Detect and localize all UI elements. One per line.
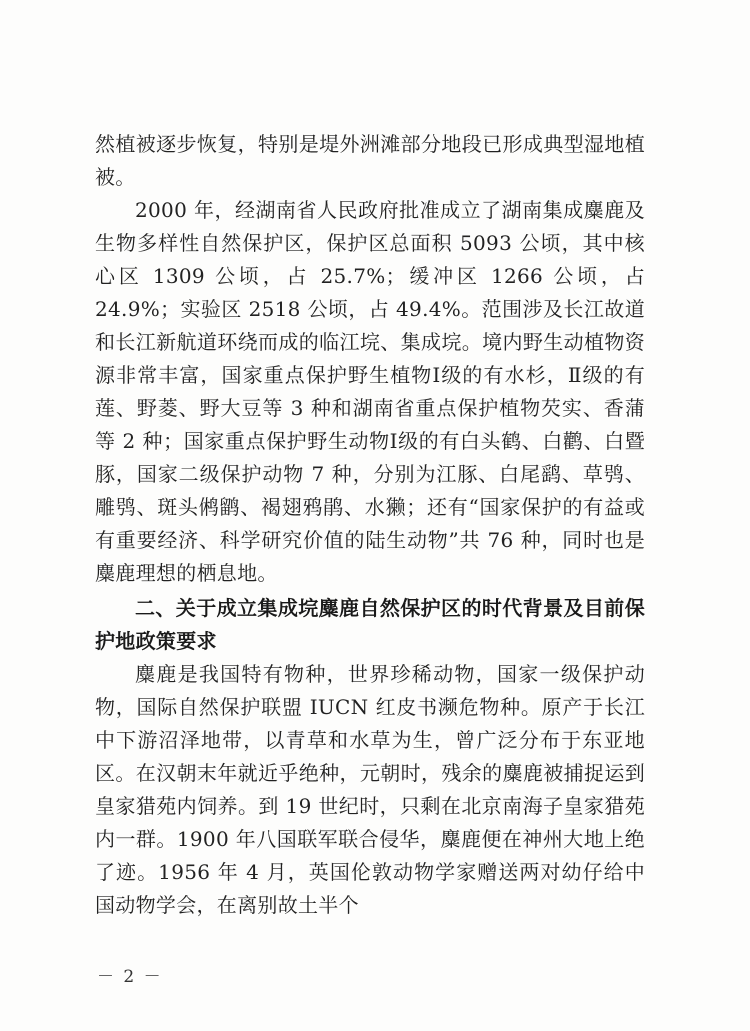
paragraph-milu-history: 麋鹿是我国特有物种，世界珍稀动物，国家一级保护动物，国际自然保护联盟 IUCN 红皮书濒危物种。原产于长江中下游沼泽地带，以青草和水草为生，曾广泛分布于东亚地区。在汉朝末年就近乎绝种，元朝时，残余的麋鹿被捕捉运到皇家猎苑内饲养。到 19 世纪时，只剩在北京南海子皇家猎苑内一群。1900 年八国联军联合侵华，麋鹿便在神州大地上绝了迹。1956 年 4 月，英国伦敦动物学家赠送两对幼仔给中国动物学会，在离别故土半个 (95, 662, 645, 917)
paragraph-reserve-overview: 2000 年，经湖南省人民政府批准成立了湖南集成麋鹿及生物多样性自然保护区，保护区总面积 5093 公顷，其中核心区 1309 公顷，占 25.7%；缓冲区 1266 公顷，占 24.9%；实验区 2518 公顷，占 49.4%。范围涉及长江故道和长江新航道环绕而成的临江垸、集成垸。境内野生动植物资源非常丰富，国家重点保护野生植物Ⅰ级的有水杉，Ⅱ级的有莲、野菱、野大豆等 3 种和湖南省重点保护植物芡实、香蒲等 2 种；国家重点保护野生动物Ⅰ级的有白头鹤、白鹳、白暨豚，国家二级保护动物 7 种，分别为江豚、白尾鹞、草鸮、雕鸮、斑头鸺鹠、褐翅鸦鹃、水獭；还有“国家保护的有益或有重要经济、科学研究价值的陆生动物”共 76 种，同时也是麋鹿理想的栖息地。 (95, 198, 645, 585)
page-number: － 2 － (97, 967, 163, 987)
paragraph-continued: 然植被逐步恢复，特别是堤外洲滩部分地段已形成典型湿地植被。 (95, 132, 645, 189)
section-heading: 二、关于成立集成垸麋鹿自然保护区的时代背景及目前保护地政策要求 (95, 596, 645, 653)
document-body (95, 128, 645, 922)
